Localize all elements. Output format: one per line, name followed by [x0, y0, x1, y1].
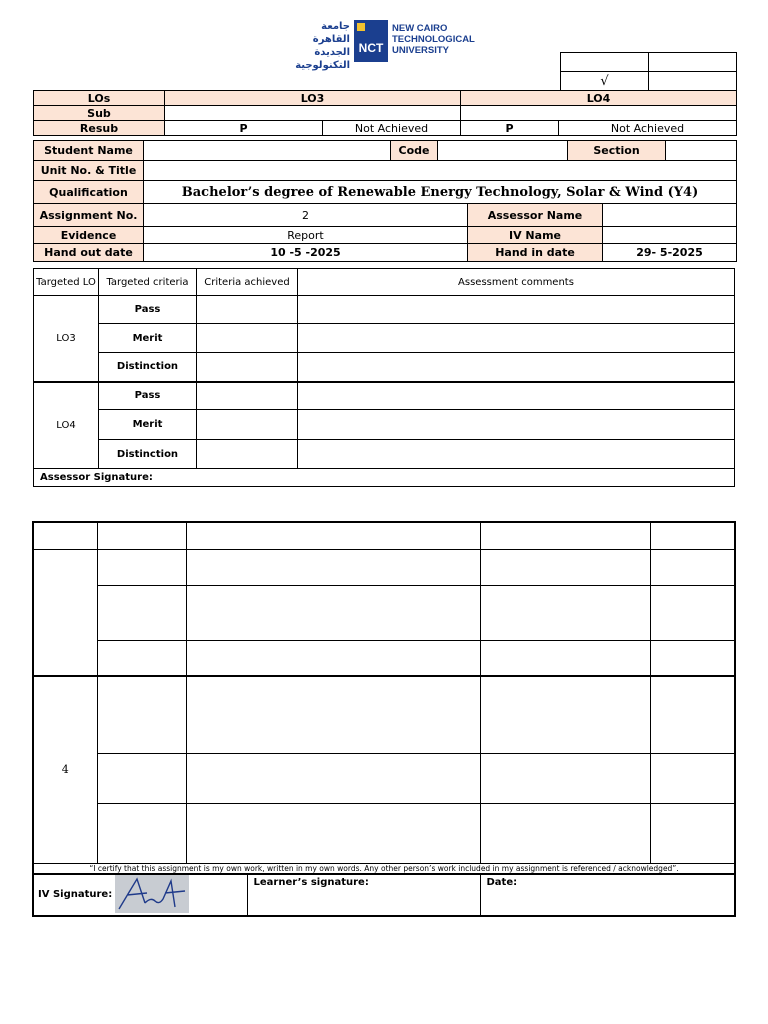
evidence-value: Report — [144, 227, 468, 244]
qualification-label: Qualification — [34, 181, 144, 204]
second-header-cell-1 — [33, 522, 97, 549]
student-info-table — [33, 140, 737, 262]
lo3-distinction-label: Distinction — [99, 353, 197, 382]
lo4-pass-label: Pass — [99, 382, 197, 410]
logo-arabic-text — [276, 20, 350, 71]
lo4-resub-p: P — [461, 121, 559, 136]
tick-cell-1[interactable] — [561, 53, 649, 72]
g2-r3-c1[interactable] — [97, 803, 186, 863]
targeted-lo-header: Targeted LO — [34, 269, 99, 296]
second-group2-label: 4 — [33, 676, 97, 863]
g1-r3-c3[interactable] — [480, 640, 650, 676]
tick-cell-4[interactable] — [649, 72, 737, 91]
lo3-resub-not-achieved: Not Achieved — [323, 121, 461, 136]
lo4-group-label: LO4 — [34, 382, 99, 469]
g2-r1-c4[interactable] — [650, 676, 735, 753]
hand-out-value: 10 -5 -2025 — [144, 244, 468, 262]
lo4-sub-cell[interactable] — [461, 106, 737, 121]
g1-r1-c4[interactable] — [650, 549, 735, 585]
iv-name-field[interactable] — [603, 227, 737, 244]
university-logo — [276, 20, 475, 71]
g1-r2-c2[interactable] — [186, 585, 480, 640]
assessor-name-label: Assessor Name — [468, 204, 603, 227]
lo3-distinction-achieved[interactable] — [197, 353, 298, 382]
g2-r3-c4[interactable] — [650, 803, 735, 863]
targeted-criteria-header: Targeted criteria — [99, 269, 197, 296]
logo-arabic-line2: القاهرة الجديدة — [312, 34, 350, 58]
lo4-header: LO4 — [461, 91, 737, 106]
learning-outcomes-table — [33, 90, 737, 136]
assessor-name-field[interactable] — [603, 204, 737, 227]
resub-label: Resub — [34, 121, 165, 136]
hand-in-value: 29- 5-2025 — [603, 244, 737, 262]
lo3-merit-achieved[interactable] — [197, 324, 298, 353]
tick-cell-check[interactable] — [561, 72, 649, 91]
date-label: Date: — [486, 876, 518, 888]
g2-r3-c3[interactable] — [480, 803, 650, 863]
g2-r2-c4[interactable] — [650, 753, 735, 803]
second-assessment-table — [32, 521, 736, 917]
learner-signature-cell[interactable] — [247, 874, 480, 916]
lo3-group-label: LO3 — [34, 296, 99, 382]
sub-label: Sub — [34, 106, 165, 121]
lo4-pass-achieved[interactable] — [197, 382, 298, 410]
date-cell[interactable] — [480, 874, 735, 916]
iv-name-label: IV Name — [468, 227, 603, 244]
second-header-cell-2 — [97, 522, 186, 549]
assessor-signature-label: Assessor Signature: — [34, 469, 735, 487]
learner-signature-label: Learner’s signature: — [253, 876, 369, 888]
student-name-label: Student Name — [34, 141, 144, 161]
second-header-cell-5 — [650, 522, 735, 549]
g1-r2-c4[interactable] — [650, 585, 735, 640]
logo-arabic-line1: جامعة — [321, 21, 350, 32]
qualification-value: Bachelor’s degree of Renewable Energy Technology, Solar & Wind (Y4) — [144, 181, 737, 204]
lo3-sub-cell[interactable] — [165, 106, 461, 121]
g1-r3-c1[interactable] — [97, 640, 186, 676]
section-field[interactable] — [666, 141, 737, 161]
g1-r3-c2[interactable] — [186, 640, 480, 676]
hand-out-label: Hand out date — [34, 244, 144, 262]
unit-field[interactable] — [144, 161, 737, 181]
g2-r2-c1[interactable] — [97, 753, 186, 803]
assessment-comments-header: Assessment comments — [298, 269, 735, 296]
g1-r1-c1[interactable] — [97, 549, 186, 585]
lo4-distinction-comments[interactable] — [298, 440, 735, 469]
code-field[interactable] — [438, 141, 568, 161]
g1-r2-c1[interactable] — [97, 585, 186, 640]
logo-arabic-line3: التكنولوجية — [295, 60, 350, 71]
iv-signature-label: IV Signature: — [38, 888, 113, 900]
g2-r2-c3[interactable] — [480, 753, 650, 803]
section-label: Section — [568, 141, 666, 161]
lo3-pass-achieved[interactable] — [197, 296, 298, 324]
logo-mark-text: NCT — [358, 41, 384, 55]
iv-signature-image — [115, 875, 189, 913]
lo3-distinction-comments[interactable] — [298, 353, 735, 382]
criteria-achieved-header: Criteria achieved — [197, 269, 298, 296]
evidence-label: Evidence — [34, 227, 144, 244]
code-label: Code — [391, 141, 438, 161]
logo-english-line3: UNIVERSITY — [392, 45, 450, 56]
iv-signature-cell[interactable] — [33, 874, 247, 916]
lo3-merit-comments[interactable] — [298, 324, 735, 353]
lo3-pass-label: Pass — [99, 296, 197, 324]
criteria-table — [33, 268, 735, 487]
g1-r1-c2[interactable] — [186, 549, 480, 585]
g2-r1-c2[interactable] — [186, 676, 480, 753]
check-mark-icon: √ — [600, 73, 609, 89]
tick-cell-2[interactable] — [649, 53, 737, 72]
unit-label: Unit No. & Title — [34, 161, 144, 181]
lo4-distinction-achieved[interactable] — [197, 440, 298, 469]
lo4-merit-label: Merit — [99, 410, 197, 440]
los-label: LOs — [34, 91, 165, 106]
g1-r1-c3[interactable] — [480, 549, 650, 585]
second-header-cell-4 — [480, 522, 650, 549]
lo3-merit-label: Merit — [99, 324, 197, 353]
second-group1-label — [33, 549, 97, 676]
nct-logo-icon — [354, 20, 388, 62]
lo4-merit-comments[interactable] — [298, 410, 735, 440]
assignment-no-value: 2 — [144, 204, 468, 227]
certification-statement: “I certify that this assignment is my own work, written in my own words. Any other person’s work included in my assignment is referenced / acknowledged”. — [33, 863, 735, 874]
lo4-distinction-label: Distinction — [99, 440, 197, 469]
g2-r3-c2[interactable] — [186, 803, 480, 863]
logo-english-line2: TECHNOLOGICAL — [392, 34, 475, 45]
hand-in-label: Hand in date — [468, 244, 603, 262]
submission-tick-box — [560, 52, 737, 91]
g2-r1-c1[interactable] — [97, 676, 186, 753]
lo4-merit-achieved[interactable] — [197, 410, 298, 440]
lo3-pass-comments[interactable] — [298, 296, 735, 324]
logo-english-line1: NEW CAIRO — [392, 23, 448, 34]
lo4-pass-comments[interactable] — [298, 382, 735, 410]
second-header-cell-3 — [186, 522, 480, 549]
lo4-resub-not-achieved: Not Achieved — [559, 121, 737, 136]
logo-english-text — [392, 23, 475, 56]
lo3-header: LO3 — [165, 91, 461, 106]
g1-r3-c4[interactable] — [650, 640, 735, 676]
assignment-no-label: Assignment No. — [34, 204, 144, 227]
g2-r1-c3[interactable] — [480, 676, 650, 753]
g1-r2-c3[interactable] — [480, 585, 650, 640]
g2-r2-c2[interactable] — [186, 753, 480, 803]
student-name-field[interactable] — [144, 141, 391, 161]
lo3-resub-p: P — [165, 121, 323, 136]
